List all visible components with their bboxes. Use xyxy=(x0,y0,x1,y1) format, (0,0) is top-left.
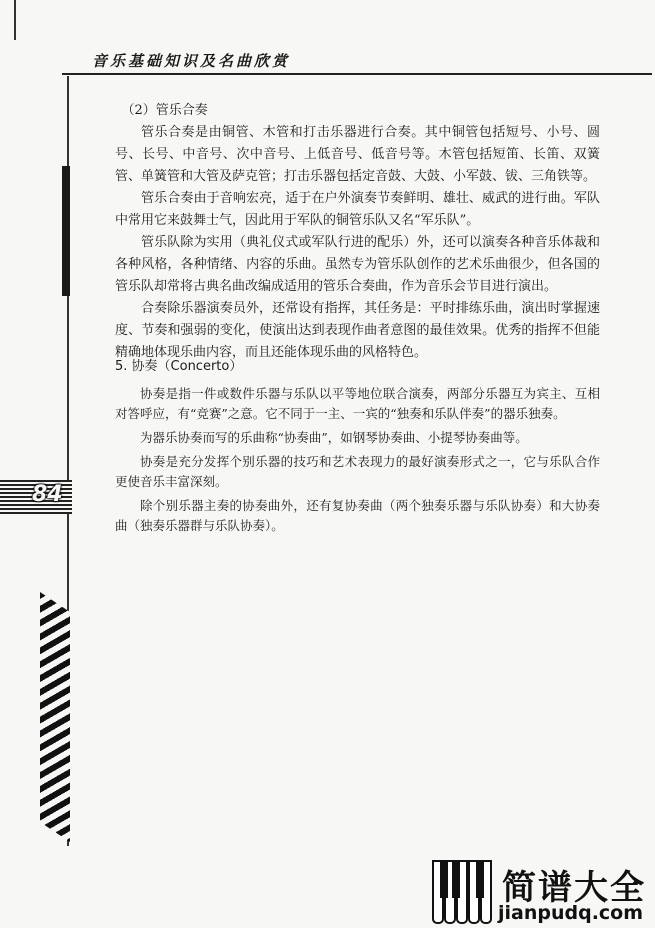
corner-rule xyxy=(14,0,16,40)
paragraph: 合奏除乐器演奏员外，还常设有指挥，其任务是：平时排练乐曲，演出时掌握速度、节奏和强弱的变化，使演出达到表现作曲者意图的最佳效果。优秀的指挥不但能精确地体现乐曲内容，而且还能体现乐曲的风格特色。 xyxy=(115,301,600,360)
margin-thick-bar xyxy=(62,166,70,296)
paragraph: 管乐合奏由于音响宏亮，适于在户外演奏节奏鲜明、雄壮、威武的进行曲。军队中常用它来鼓舞士气，因此用于军队的铜管乐队又名“军乐队”。 xyxy=(115,191,600,228)
section-heading-wind: （2）管乐合奏 xyxy=(121,103,208,118)
section-heading-concerto: 5. 协奏（Concerto） xyxy=(115,359,243,374)
section-concerto xyxy=(115,356,600,540)
paragraph: 除个别乐器主奏的协奏曲外，还有复协奏曲（两个独奏乐器与乐队协奏）和大协奏曲（独奏乐器群与乐队协奏）。 xyxy=(115,498,600,533)
paragraph: 协奏是指一件或数件乐器与乐队以平等地位联合演奏，两部分乐器互为宾主、互相对答呼应，有“竞赛”之意。它不同于一主、一宾的“独奏和乐队伴奏”的器乐独奏。 xyxy=(115,386,600,421)
watermark-logo xyxy=(432,860,652,926)
watermark-name: 简谱大全 xyxy=(502,868,646,908)
page-number: 84 xyxy=(32,482,63,507)
paragraph: 管乐合奏是由铜管、木管和打击乐器进行合奏。其中铜管包括短号、小号、圆号、长号、中音号、次中音号、上低音号、低音号等。木管包括短笛、长笛、双簧管、单簧管和大管及萨克管；打击乐器包括定音鼓、大鼓、小军鼓、钹、三角铁等。 xyxy=(115,125,600,184)
header-rule xyxy=(62,73,652,75)
piano-keys-icon xyxy=(432,860,494,926)
running-header-title: 音乐基础知识及名曲欣赏 xyxy=(92,52,291,70)
section-wind-ensemble xyxy=(115,100,600,364)
watermark-url: jianpudq.com xyxy=(498,902,644,924)
paragraph: 协奏是充分发挥个别乐器的技巧和艺术表现力的最好演奏形式之一，它与乐队合作更使音乐丰富深刻。 xyxy=(115,454,600,489)
decorative-stripes xyxy=(40,592,70,842)
paragraph: 管乐队除为实用（典礼仪式或军队行进的配乐）外，还可以演奏各种音乐体裁和各种风格，各种情绪、内容的乐曲。虽然专为管乐队创作的艺术乐曲很少，但各国的管乐队却常将古典名曲改编成适用的管乐合奏曲，作为音乐会节目进行演出。 xyxy=(115,235,600,294)
paragraph: 为器乐协奏而写的乐曲称“协奏曲”，如钢琴协奏曲、小提琴协奏曲等。 xyxy=(140,430,528,445)
